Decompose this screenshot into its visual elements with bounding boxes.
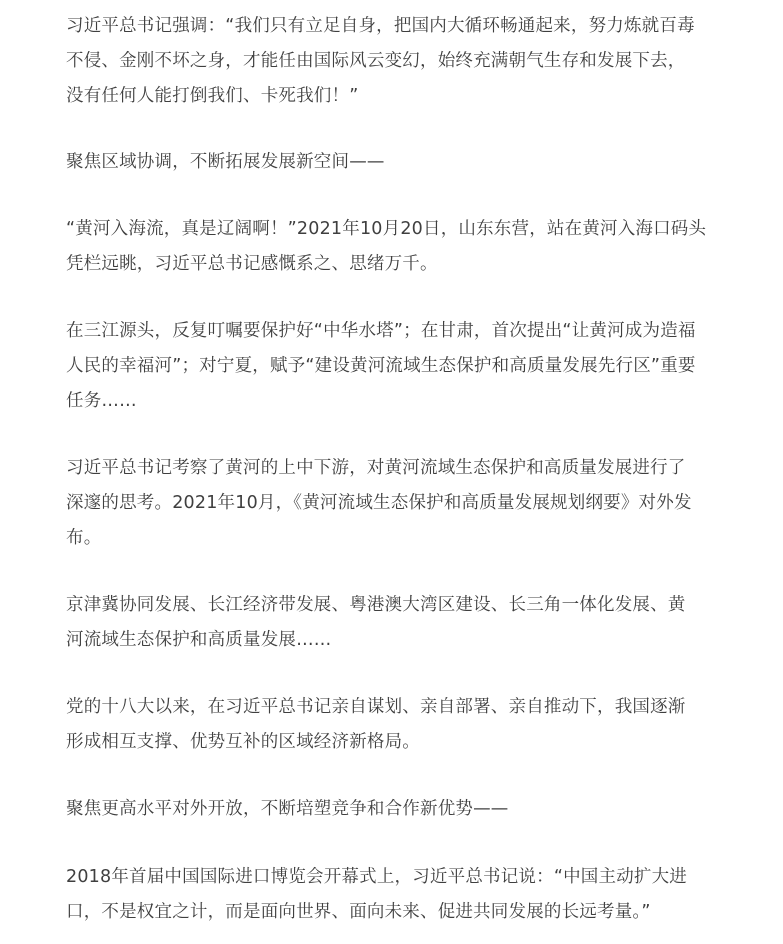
paragraph-line: 河流域生态保护和高质量发展……: [66, 630, 332, 650]
paragraph-line: 凭栏远眺，习近平总书记感慨系之、思绪万千。: [66, 254, 438, 274]
paragraph-line: 2018年首届中国国际进口博览会开幕式上，习近平总书记说：“中国主动扩大进: [66, 867, 687, 887]
section-heading-regional: [66, 145, 385, 180]
paragraph-line: 京津冀协同发展、长江经济带发展、粤港澳大湾区建设、长三角一体化发展、黄: [66, 595, 686, 615]
paragraph-line: 在三江源头，反复叮嘱要保护好“中华水塔”；在甘肃，首次提出“让黄河成为造福: [66, 321, 696, 341]
paragraph-self-reliance: [66, 9, 695, 114]
paragraph-line: “黄河入海流，真是辽阔啊！”2021年10月20日，山东东营，站在黄河入海口码头: [66, 219, 707, 239]
paragraph-line: 聚焦区域协调，不断拓展发展新空间——: [66, 152, 385, 172]
paragraph-line: 习近平总书记考察了黄河的上中下游，对黄河流域生态保护和高质量发展进行了: [66, 458, 686, 478]
paragraph-line: 人民的幸福河”；对宁夏，赋予“建设黄河流域生态保护和高质量发展先行区”重要: [66, 356, 696, 376]
paragraph-line: 不侵、金刚不坏之身，才能任由国际风云变幻，始终充满朝气生存和发展下去，: [66, 51, 686, 71]
paragraph-line: 任务……: [66, 391, 137, 411]
paragraph-line: 党的十八大以来，在习近平总书记亲自谋划、亲自部署、亲自推动下，我国逐渐: [66, 697, 686, 717]
paragraph-line: 聚焦更高水平对外开放，不断培塑竞争和合作新优势——: [66, 799, 509, 819]
paragraph-yellow-river-plan: [66, 451, 692, 556]
paragraph-yellow-river-estuary: [66, 212, 706, 282]
paragraph-import-expo: [66, 860, 687, 930]
paragraph-sanjiang-source: [66, 314, 696, 419]
section-heading-opening-up: [66, 792, 509, 827]
paragraph-line: 没有任何人能打倒我们、卡死我们！”: [66, 86, 359, 106]
paragraph-new-pattern: [66, 690, 686, 760]
paragraph-line: 口，不是权宜之计，而是面向世界、面向未来、促进共同发展的长远考量。”: [66, 902, 651, 922]
paragraph-regional-strategies: [66, 588, 686, 658]
paragraph-line: 习近平总书记强调：“我们只有立足自身，把国内大循环畅通起来，努力炼就百毒: [66, 16, 695, 36]
paragraph-line: 布。: [66, 528, 102, 548]
paragraph-line: 形成相互支撑、优势互补的区域经济新格局。: [66, 732, 420, 752]
paragraph-line: 深邃的思考。2021年10月，《黄河流域生态保护和高质量发展规划纲要》对外发: [66, 493, 692, 513]
